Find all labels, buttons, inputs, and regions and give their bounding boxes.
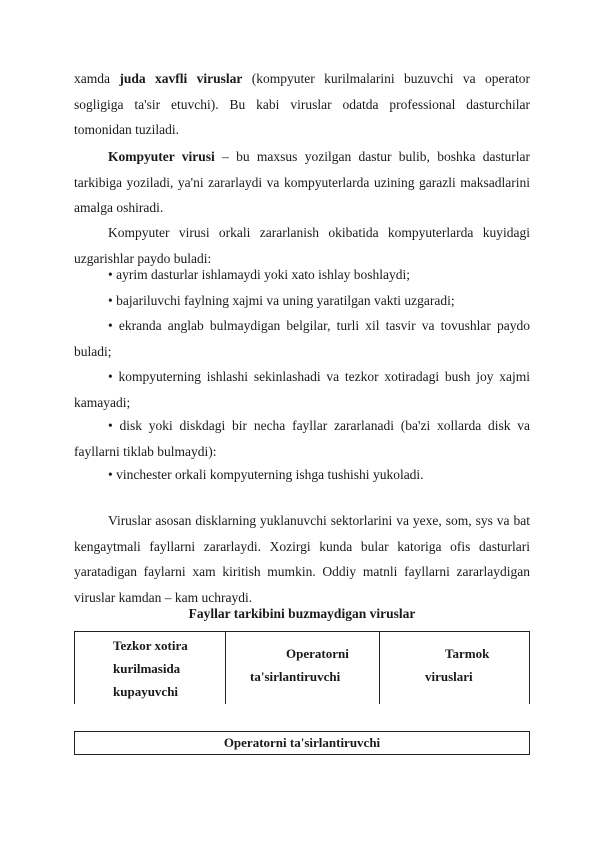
paragraph-1-start: xamda <box>74 71 120 86</box>
paragraph-1-rest: (kompyuter kurilmalarini buzuvchi va operator sogligiga ta'sir etuvchi). Bu kabi viruslar odatda professional dasturchilar tomonidan tuziladi. <box>74 71 530 137</box>
table-column-1 <box>75 632 226 704</box>
bullet-3: • ekranda anglab bulmaydigan belgilar, turli xil tasvir va tovushlar paydo buladi; <box>74 318 530 359</box>
paragraph-1 <box>74 66 530 143</box>
bullet-6: • vinchester orkali kompyuterning ishga tushishi yukoladi. <box>108 467 424 482</box>
bullet-4: • kompyuterning ishlashi sekinlashadi va tezkor xotiradagi bush joy xajmi kamayadi; <box>74 369 530 410</box>
paragraph-3-text: Kompyuter virusi orkali zararlanish okibatida kompyuterlarda kuyidagi uzgarishlar paydo buladi: <box>74 225 530 266</box>
table-cell-3-line-2: viruslari <box>425 669 473 684</box>
table-cell-1-line-2: kurilmasida <box>113 661 181 676</box>
paragraph-2-bold: Kompyuter virusi <box>108 149 215 164</box>
table-cell-3-line-1: Tarmok <box>445 646 490 661</box>
paragraph-1-bold: juda xavfli viruslar <box>119 71 243 86</box>
paragraph-2 <box>74 144 530 221</box>
virus-types-table <box>74 631 530 704</box>
table-2-header: Operatorni ta'sirlantiruvchi <box>74 731 530 755</box>
bullet-1: • ayrim dasturlar ishlamaydi yoki xato ishlay boshlaydi; <box>108 267 411 282</box>
table-cell-1-line-1: Tezkor xotira <box>113 638 188 653</box>
paragraph-2-rest: – bu maxsus yozilgan dastur bulib, boshka dasturlar tarkibiga yoziladi, ya'ni zararlaydi va kompyuterlarda uzining garazli maksadlarini amalga oshiradi. <box>74 149 530 215</box>
table-column-2 <box>226 632 380 704</box>
bullet-2: • bajariluvchi faylning xajmi va uning yaratilgan vakti uzgaradi; <box>108 293 455 308</box>
bullet-5: • disk yoki diskdagi bir necha fayllar zararlanadi (ba'zi xollarda disk va fayllarni tiklab bulmaydi): <box>74 418 530 459</box>
table-cell-1-line-3: kupayuvchi <box>113 684 179 699</box>
paragraph-4-text: Viruslar asosan disklarning yuklanuvchi sektorlarini va yexe, som, sys va bat kengaytmali fayllarni zararlaydi. Xozirgi kunda bular katoriga ofis dasturlari yaratadigan faylarni xam kiritish mumkin. Oddiy matnli fayllarni zararlaydigan viruslar kamdan – kam uchraydi. <box>74 513 530 605</box>
paragraph-4 <box>74 508 530 610</box>
table-cell-2-line-1: Operatorni <box>286 646 349 661</box>
table-caption: Fayllar tarkibini buzmaydigan viruslar <box>188 606 416 621</box>
table-cell-2-line-2: ta'sirlantiruvchi <box>250 669 341 684</box>
